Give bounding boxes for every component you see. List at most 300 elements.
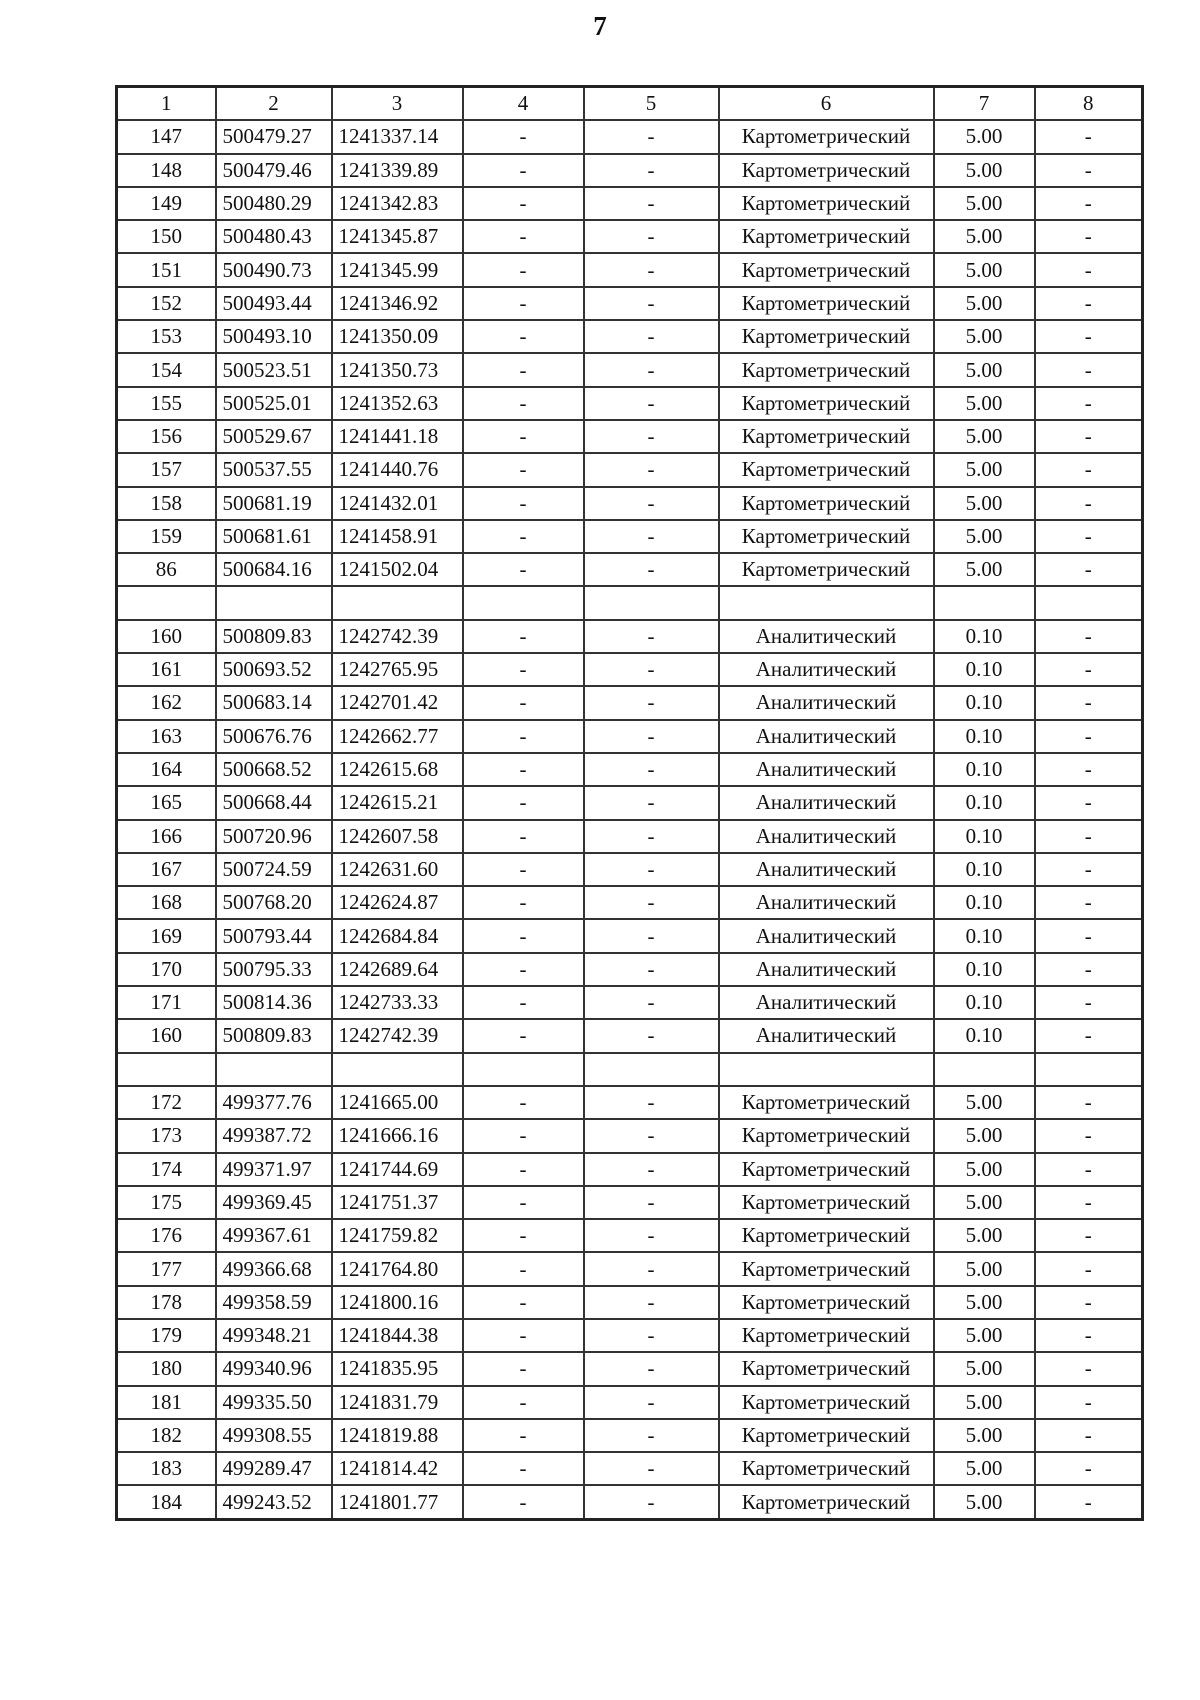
column-8-cell: - xyxy=(1035,1419,1143,1452)
column-4-cell: - xyxy=(463,720,584,753)
table-row xyxy=(117,1286,1143,1319)
y-coordinate-cell: 1241339.89 xyxy=(332,154,463,187)
point-number-cell: 86 xyxy=(117,553,216,586)
method-cell: Картометрический xyxy=(719,1119,934,1152)
accuracy-cell: 5.00 xyxy=(934,1252,1035,1285)
point-number-cell: 179 xyxy=(117,1319,216,1352)
x-coordinate-cell: 499308.55 xyxy=(216,1419,332,1452)
method-cell: Картометрический xyxy=(719,1485,934,1519)
column-4-cell: - xyxy=(463,1419,584,1452)
column-8-cell: - xyxy=(1035,653,1143,686)
point-number-cell: 154 xyxy=(117,353,216,386)
coordinates-table xyxy=(115,85,1144,1521)
x-coordinate-cell: 500525.01 xyxy=(216,387,332,420)
table-row xyxy=(117,686,1143,719)
method-cell: Аналитический xyxy=(719,686,934,719)
point-number-cell: 149 xyxy=(117,187,216,220)
table-row xyxy=(117,420,1143,453)
column-5-cell: - xyxy=(584,120,719,153)
table-row xyxy=(117,287,1143,320)
column-5-cell: - xyxy=(584,1019,719,1052)
y-coordinate-cell: 1242742.39 xyxy=(332,1019,463,1052)
method-cell: Аналитический xyxy=(719,1019,934,1052)
method-cell: Картометрический xyxy=(719,420,934,453)
column-4-cell: - xyxy=(463,253,584,286)
x-coordinate-cell: 500724.59 xyxy=(216,853,332,886)
column-8-cell: - xyxy=(1035,1386,1143,1419)
column-5-cell xyxy=(584,586,719,619)
method-cell: Картометрический xyxy=(719,453,934,486)
y-coordinate-cell: 1241835.95 xyxy=(332,1352,463,1385)
column-5-cell: - xyxy=(584,1485,719,1519)
accuracy-cell: 0.10 xyxy=(934,620,1035,653)
column-4-cell xyxy=(463,1053,584,1086)
accuracy-cell: 5.00 xyxy=(934,553,1035,586)
column-4-cell: - xyxy=(463,453,584,486)
column-8-cell: - xyxy=(1035,520,1143,553)
x-coordinate-cell xyxy=(216,1053,332,1086)
column-5-cell: - xyxy=(584,1452,719,1485)
x-coordinate-cell: 499243.52 xyxy=(216,1485,332,1519)
x-coordinate-cell: 500814.36 xyxy=(216,986,332,1019)
table-row xyxy=(117,720,1143,753)
point-number-cell: 164 xyxy=(117,753,216,786)
point-number-cell: 160 xyxy=(117,1019,216,1052)
column-5-cell: - xyxy=(584,520,719,553)
accuracy-cell: 5.00 xyxy=(934,1485,1035,1519)
column-8-cell: - xyxy=(1035,220,1143,253)
column-5-cell: - xyxy=(584,1119,719,1152)
y-coordinate-cell: 1241764.80 xyxy=(332,1252,463,1285)
y-coordinate-cell: 1242615.68 xyxy=(332,753,463,786)
column-5-cell: - xyxy=(584,253,719,286)
point-number-cell: 172 xyxy=(117,1086,216,1119)
x-coordinate-cell: 500480.29 xyxy=(216,187,332,220)
x-coordinate-cell: 500523.51 xyxy=(216,353,332,386)
point-number-cell: 167 xyxy=(117,853,216,886)
method-cell: Картометрический xyxy=(719,1219,934,1252)
column-8-cell: - xyxy=(1035,1119,1143,1152)
column-4-cell: - xyxy=(463,753,584,786)
y-coordinate-cell xyxy=(332,1053,463,1086)
point-number-cell: 155 xyxy=(117,387,216,420)
accuracy-cell: 5.00 xyxy=(934,154,1035,187)
column-5-cell: - xyxy=(584,620,719,653)
column-5-cell: - xyxy=(584,786,719,819)
point-number-cell: 174 xyxy=(117,1153,216,1186)
column-5-cell: - xyxy=(584,1252,719,1285)
column-5-cell: - xyxy=(584,753,719,786)
accuracy-cell xyxy=(934,586,1035,619)
method-cell: Аналитический xyxy=(719,919,934,952)
column-4-cell: - xyxy=(463,1386,584,1419)
y-coordinate-cell: 1242607.58 xyxy=(332,820,463,853)
table-row xyxy=(117,1086,1143,1119)
method-cell: Картометрический xyxy=(719,1319,934,1352)
point-number-cell: 165 xyxy=(117,786,216,819)
column-4-cell: - xyxy=(463,1153,584,1186)
y-coordinate-cell: 1242624.87 xyxy=(332,886,463,919)
point-number-cell: 157 xyxy=(117,453,216,486)
column-8-cell xyxy=(1035,1053,1143,1086)
column-4-cell: - xyxy=(463,220,584,253)
y-coordinate-cell: 1241666.16 xyxy=(332,1119,463,1152)
y-coordinate-cell: 1241458.91 xyxy=(332,520,463,553)
table-row xyxy=(117,820,1143,853)
table-row xyxy=(117,653,1143,686)
method-cell: Картометрический xyxy=(719,553,934,586)
column-8-cell: - xyxy=(1035,120,1143,153)
accuracy-cell: 5.00 xyxy=(934,453,1035,486)
accuracy-cell: 5.00 xyxy=(934,353,1035,386)
point-number-cell: 180 xyxy=(117,1352,216,1385)
method-cell: Картометрический xyxy=(719,187,934,220)
method-cell: Аналитический xyxy=(719,986,934,1019)
column-5-cell: - xyxy=(584,553,719,586)
table-row xyxy=(117,986,1143,1019)
method-cell: Картометрический xyxy=(719,353,934,386)
y-coordinate-cell: 1241342.83 xyxy=(332,187,463,220)
table-row xyxy=(117,387,1143,420)
column-8-cell: - xyxy=(1035,320,1143,353)
y-coordinate-cell: 1241801.77 xyxy=(332,1485,463,1519)
y-coordinate-cell: 1241345.87 xyxy=(332,220,463,253)
point-number-cell: 175 xyxy=(117,1186,216,1219)
column-5-cell: - xyxy=(584,1386,719,1419)
column-4-cell: - xyxy=(463,1286,584,1319)
table-row xyxy=(117,1053,1143,1086)
table-row xyxy=(117,487,1143,520)
column-8-cell: - xyxy=(1035,154,1143,187)
column-4-cell: - xyxy=(463,1485,584,1519)
accuracy-cell: 5.00 xyxy=(934,1119,1035,1152)
y-coordinate-cell xyxy=(332,586,463,619)
point-number-cell: 177 xyxy=(117,1252,216,1285)
y-coordinate-cell: 1242733.33 xyxy=(332,986,463,1019)
accuracy-cell: 0.10 xyxy=(934,1019,1035,1052)
column-8-cell: - xyxy=(1035,820,1143,853)
column-8-cell xyxy=(1035,586,1143,619)
x-coordinate-cell: 500479.46 xyxy=(216,154,332,187)
y-coordinate-cell: 1242662.77 xyxy=(332,720,463,753)
x-coordinate-cell: 499366.68 xyxy=(216,1252,332,1285)
column-5-cell: - xyxy=(584,487,719,520)
x-coordinate-cell: 500493.10 xyxy=(216,320,332,353)
x-coordinate-cell: 500684.16 xyxy=(216,553,332,586)
column-header: 6 xyxy=(719,87,934,121)
column-5-cell: - xyxy=(584,187,719,220)
table-row xyxy=(117,320,1143,353)
x-coordinate-cell: 499340.96 xyxy=(216,1352,332,1385)
y-coordinate-cell: 1241350.73 xyxy=(332,353,463,386)
table-row xyxy=(117,620,1143,653)
column-8-cell: - xyxy=(1035,986,1143,1019)
y-coordinate-cell: 1242689.64 xyxy=(332,953,463,986)
x-coordinate-cell: 500529.67 xyxy=(216,420,332,453)
y-coordinate-cell: 1241844.38 xyxy=(332,1319,463,1352)
y-coordinate-cell: 1241352.63 xyxy=(332,387,463,420)
table-row xyxy=(117,886,1143,919)
x-coordinate-cell: 500480.43 xyxy=(216,220,332,253)
column-5-cell: - xyxy=(584,154,719,187)
accuracy-cell: 5.00 xyxy=(934,420,1035,453)
point-number-cell: 150 xyxy=(117,220,216,253)
y-coordinate-cell: 1241744.69 xyxy=(332,1153,463,1186)
point-number-cell: 153 xyxy=(117,320,216,353)
table-row xyxy=(117,953,1143,986)
column-8-cell: - xyxy=(1035,1086,1143,1119)
x-coordinate-cell: 500668.44 xyxy=(216,786,332,819)
x-coordinate-cell: 500793.44 xyxy=(216,919,332,952)
column-4-cell: - xyxy=(463,820,584,853)
x-coordinate-cell: 500809.83 xyxy=(216,620,332,653)
point-number-cell: 161 xyxy=(117,653,216,686)
table-row xyxy=(117,1219,1143,1252)
column-5-cell: - xyxy=(584,820,719,853)
method-cell: Картометрический xyxy=(719,1452,934,1485)
column-8-cell: - xyxy=(1035,287,1143,320)
method-cell: Картометрический xyxy=(719,1086,934,1119)
x-coordinate-cell: 499369.45 xyxy=(216,1186,332,1219)
table-header-row xyxy=(117,87,1143,121)
point-number-cell: 151 xyxy=(117,253,216,286)
point-number-cell: 152 xyxy=(117,287,216,320)
column-header: 5 xyxy=(584,87,719,121)
x-coordinate-cell: 500809.83 xyxy=(216,1019,332,1052)
x-coordinate-cell: 499289.47 xyxy=(216,1452,332,1485)
y-coordinate-cell: 1241751.37 xyxy=(332,1186,463,1219)
column-8-cell: - xyxy=(1035,953,1143,986)
x-coordinate-cell xyxy=(216,586,332,619)
column-8-cell: - xyxy=(1035,1019,1143,1052)
table-row xyxy=(117,1119,1143,1152)
column-8-cell: - xyxy=(1035,686,1143,719)
point-number-cell: 182 xyxy=(117,1419,216,1452)
point-number-cell: 168 xyxy=(117,886,216,919)
y-coordinate-cell: 1241440.76 xyxy=(332,453,463,486)
x-coordinate-cell: 500668.52 xyxy=(216,753,332,786)
point-number-cell: 183 xyxy=(117,1452,216,1485)
x-coordinate-cell: 499371.97 xyxy=(216,1153,332,1186)
accuracy-cell: 0.10 xyxy=(934,820,1035,853)
column-4-cell: - xyxy=(463,1352,584,1385)
method-cell: Картометрический xyxy=(719,387,934,420)
table-row xyxy=(117,120,1143,153)
column-header: 2 xyxy=(216,87,332,121)
table-row xyxy=(117,586,1143,619)
method-cell: Картометрический xyxy=(719,1286,934,1319)
table-row xyxy=(117,1419,1143,1452)
method-cell: Картометрический xyxy=(719,520,934,553)
y-coordinate-cell: 1241337.14 xyxy=(332,120,463,153)
column-4-cell: - xyxy=(463,1119,584,1152)
column-4-cell: - xyxy=(463,986,584,1019)
table-row xyxy=(117,353,1143,386)
method-cell: Аналитический xyxy=(719,886,934,919)
column-5-cell: - xyxy=(584,453,719,486)
column-4-cell: - xyxy=(463,420,584,453)
point-number-cell: 169 xyxy=(117,919,216,952)
method-cell: Картометрический xyxy=(719,1419,934,1452)
x-coordinate-cell: 499377.76 xyxy=(216,1086,332,1119)
y-coordinate-cell: 1241345.99 xyxy=(332,253,463,286)
column-5-cell: - xyxy=(584,320,719,353)
point-number-cell: 147 xyxy=(117,120,216,153)
point-number-cell: 166 xyxy=(117,820,216,853)
table-row xyxy=(117,1319,1143,1352)
method-cell: Аналитический xyxy=(719,653,934,686)
table-row xyxy=(117,520,1143,553)
column-5-cell: - xyxy=(584,653,719,686)
method-cell: Картометрический xyxy=(719,120,934,153)
column-8-cell: - xyxy=(1035,453,1143,486)
column-8-cell: - xyxy=(1035,919,1143,952)
column-8-cell: - xyxy=(1035,1319,1143,1352)
column-8-cell: - xyxy=(1035,553,1143,586)
column-4-cell: - xyxy=(463,620,584,653)
point-number-cell: 173 xyxy=(117,1119,216,1152)
x-coordinate-cell: 500693.52 xyxy=(216,653,332,686)
page-number: 7 xyxy=(593,11,607,41)
accuracy-cell: 5.00 xyxy=(934,520,1035,553)
column-header: 3 xyxy=(332,87,463,121)
column-8-cell: - xyxy=(1035,1352,1143,1385)
x-coordinate-cell: 500681.19 xyxy=(216,487,332,520)
accuracy-cell: 0.10 xyxy=(934,919,1035,952)
table-body xyxy=(117,120,1143,1519)
column-4-cell: - xyxy=(463,1086,584,1119)
accuracy-cell: 5.00 xyxy=(934,1286,1035,1319)
method-cell: Аналитический xyxy=(719,786,934,819)
method-cell xyxy=(719,1053,934,1086)
column-4-cell: - xyxy=(463,287,584,320)
accuracy-cell: 5.00 xyxy=(934,387,1035,420)
column-8-cell: - xyxy=(1035,1452,1143,1485)
table-row xyxy=(117,1186,1143,1219)
table-row xyxy=(117,853,1143,886)
point-number-cell: 163 xyxy=(117,720,216,753)
column-4-cell: - xyxy=(463,886,584,919)
column-5-cell xyxy=(584,1053,719,1086)
column-5-cell: - xyxy=(584,986,719,1019)
column-4-cell: - xyxy=(463,1219,584,1252)
y-coordinate-cell: 1241432.01 xyxy=(332,487,463,520)
column-4-cell: - xyxy=(463,387,584,420)
x-coordinate-cell: 500493.44 xyxy=(216,287,332,320)
table-row xyxy=(117,453,1143,486)
method-cell: Картометрический xyxy=(719,1186,934,1219)
accuracy-cell: 5.00 xyxy=(934,320,1035,353)
column-4-cell: - xyxy=(463,1452,584,1485)
point-number-cell: 176 xyxy=(117,1219,216,1252)
column-4-cell: - xyxy=(463,1252,584,1285)
accuracy-cell: 0.10 xyxy=(934,686,1035,719)
x-coordinate-cell: 500683.14 xyxy=(216,686,332,719)
table-row xyxy=(117,1153,1143,1186)
column-8-cell: - xyxy=(1035,387,1143,420)
y-coordinate-cell: 1242631.60 xyxy=(332,853,463,886)
column-header: 1 xyxy=(117,87,216,121)
accuracy-cell: 5.00 xyxy=(934,1352,1035,1385)
x-coordinate-cell: 499335.50 xyxy=(216,1386,332,1419)
column-4-cell: - xyxy=(463,853,584,886)
column-4-cell: - xyxy=(463,520,584,553)
column-4-cell: - xyxy=(463,187,584,220)
x-coordinate-cell: 500676.76 xyxy=(216,720,332,753)
column-4-cell: - xyxy=(463,1019,584,1052)
accuracy-cell: 0.10 xyxy=(934,986,1035,1019)
accuracy-cell: 5.00 xyxy=(934,287,1035,320)
column-8-cell: - xyxy=(1035,1252,1143,1285)
accuracy-cell: 0.10 xyxy=(934,753,1035,786)
column-5-cell: - xyxy=(584,953,719,986)
accuracy-cell: 5.00 xyxy=(934,253,1035,286)
point-number-cell: 148 xyxy=(117,154,216,187)
table-row xyxy=(117,1252,1143,1285)
x-coordinate-cell: 500681.61 xyxy=(216,520,332,553)
point-number-cell xyxy=(117,586,216,619)
column-8-cell: - xyxy=(1035,353,1143,386)
column-8-cell: - xyxy=(1035,1219,1143,1252)
x-coordinate-cell: 500490.73 xyxy=(216,253,332,286)
x-coordinate-cell: 499348.21 xyxy=(216,1319,332,1352)
y-coordinate-cell: 1241819.88 xyxy=(332,1419,463,1452)
accuracy-cell: 5.00 xyxy=(934,1186,1035,1219)
column-5-cell: - xyxy=(584,1419,719,1452)
method-cell: Картометрический xyxy=(719,320,934,353)
column-5-cell: - xyxy=(584,1286,719,1319)
y-coordinate-cell: 1241665.00 xyxy=(332,1086,463,1119)
column-header: 4 xyxy=(463,87,584,121)
point-number-cell: 170 xyxy=(117,953,216,986)
column-4-cell xyxy=(463,586,584,619)
method-cell: Картометрический xyxy=(719,287,934,320)
point-number-cell: 162 xyxy=(117,686,216,719)
column-4-cell: - xyxy=(463,1319,584,1352)
method-cell: Картометрический xyxy=(719,1153,934,1186)
accuracy-cell: 0.10 xyxy=(934,653,1035,686)
column-header: 7 xyxy=(934,87,1035,121)
column-8-cell: - xyxy=(1035,620,1143,653)
column-4-cell: - xyxy=(463,786,584,819)
point-number-cell: 171 xyxy=(117,986,216,1019)
x-coordinate-cell: 500479.27 xyxy=(216,120,332,153)
column-4-cell: - xyxy=(463,553,584,586)
method-cell: Картометрический xyxy=(719,487,934,520)
method-cell: Аналитический xyxy=(719,753,934,786)
y-coordinate-cell: 1241759.82 xyxy=(332,1219,463,1252)
x-coordinate-cell: 499387.72 xyxy=(216,1119,332,1152)
table-row xyxy=(117,1352,1143,1385)
accuracy-cell: 5.00 xyxy=(934,1153,1035,1186)
point-number-cell: 160 xyxy=(117,620,216,653)
method-cell: Картометрический xyxy=(719,1386,934,1419)
y-coordinate-cell: 1241831.79 xyxy=(332,1386,463,1419)
column-5-cell: - xyxy=(584,853,719,886)
accuracy-cell: 0.10 xyxy=(934,886,1035,919)
column-5-cell: - xyxy=(584,287,719,320)
x-coordinate-cell: 500795.33 xyxy=(216,953,332,986)
column-5-cell: - xyxy=(584,1153,719,1186)
table-row xyxy=(117,187,1143,220)
accuracy-cell: 5.00 xyxy=(934,1452,1035,1485)
accuracy-cell xyxy=(934,1053,1035,1086)
y-coordinate-cell: 1242742.39 xyxy=(332,620,463,653)
column-8-cell: - xyxy=(1035,853,1143,886)
point-number-cell: 156 xyxy=(117,420,216,453)
point-number-cell: 181 xyxy=(117,1386,216,1419)
column-8-cell: - xyxy=(1035,487,1143,520)
